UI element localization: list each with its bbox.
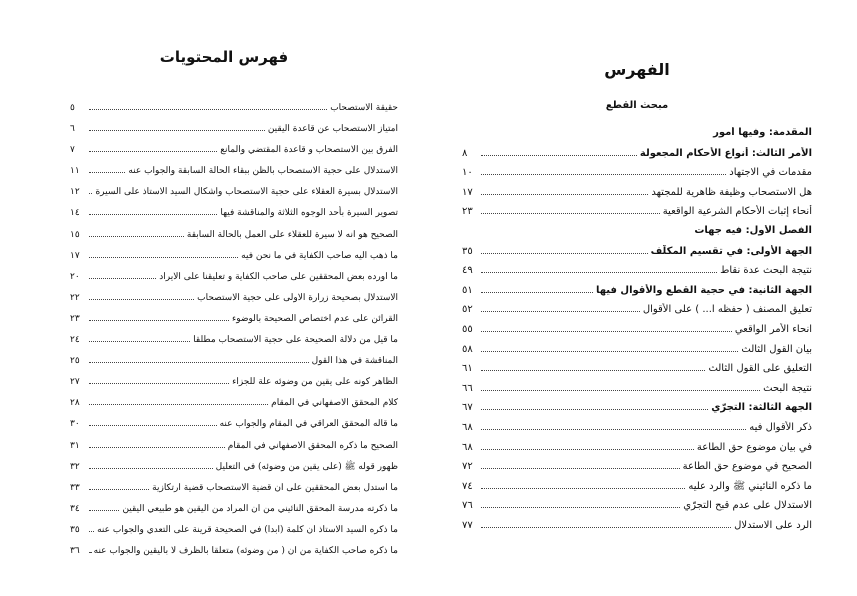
toc-entry — [70, 417, 398, 438]
dot-leader — [481, 303, 640, 312]
toc-entry-page: ٣٠ — [70, 419, 80, 430]
toc-entry-page: ١٢ — [70, 187, 80, 198]
toc-entry-title: الفرق بين الاستصحاب و قاعدة المقتضي والمانع — [220, 145, 398, 156]
toc-entry-title: انحاء الأمر الواقعي — [734, 323, 812, 335]
toc-entry-page: ٢٠ — [70, 271, 80, 282]
toc-entry — [70, 249, 398, 270]
toc-entry-page: ١٤ — [70, 208, 80, 219]
toc-entry-page: ٤٩ — [462, 265, 473, 277]
toc-entry — [462, 382, 812, 402]
toc-entry — [462, 421, 812, 441]
toc-entry — [462, 460, 812, 480]
toc-entry — [462, 343, 812, 363]
toc-entry-page: ٥ — [70, 103, 75, 113]
toc-entry — [462, 245, 812, 265]
toc-entry-page: ١١ — [70, 166, 80, 177]
toc-entry — [70, 206, 398, 227]
toc-entry — [462, 401, 812, 421]
dot-leader — [89, 544, 91, 553]
toc-entry — [70, 164, 398, 185]
toc-entry — [462, 205, 812, 225]
toc-entry — [462, 362, 812, 382]
dot-leader — [481, 205, 660, 214]
dot-leader — [481, 147, 637, 156]
toc-entry-title: القرائن على عدم اختصاص الصحيحة بالوضوء — [231, 313, 398, 324]
dot-leader — [481, 245, 648, 254]
section-subtitle: مبحث القطع — [605, 100, 669, 111]
toc-entry — [70, 354, 398, 375]
toc-entry — [462, 323, 812, 343]
dot-leader — [481, 499, 680, 508]
dot-leader — [481, 421, 746, 430]
contents-list — [70, 101, 398, 565]
toc-entry-page: ٥٥ — [462, 323, 473, 335]
dot-leader — [481, 519, 731, 528]
toc-entry-page: ٦٧ — [462, 402, 473, 414]
toc-entry-page: ٣٢ — [70, 461, 80, 472]
toc-entry — [70, 122, 398, 143]
dot-leader — [89, 249, 238, 258]
toc-entry-title: ما ذكره السيد الاستاذ ان كلمة (ابدا) في الصحيحة قرينة على التعدي والجواب عنه — [97, 524, 398, 535]
toc-entry-page: ٢٣ — [70, 313, 80, 324]
toc-entry-title: المناقشة في هذا القول — [311, 356, 398, 367]
toc-entry-page: ٥١ — [462, 284, 473, 296]
index-title: الفهرس — [604, 60, 670, 79]
toc-entry-title: أنحاء إثبات الأحكام الشرعية الواقعية — [662, 206, 812, 218]
toc-entry-page: ٦١ — [462, 363, 473, 375]
toc-entry-page: ١٠ — [462, 167, 473, 179]
dot-leader — [481, 323, 732, 332]
toc-entry-page: ٢٤ — [70, 335, 80, 346]
toc-entry-page: ٧٧ — [462, 519, 473, 531]
dot-leader — [89, 228, 184, 237]
dot-leader — [481, 343, 738, 352]
toc-entry-title: نتيجة البحث — [763, 382, 812, 394]
dot-leader — [89, 291, 194, 300]
toc-entry-title: ما ذكره صاحب الكفاية من ان ( من وضوئه) متعلقا بالظرف لا باليقين والجواب عنه — [93, 545, 398, 556]
dot-leader — [89, 164, 125, 173]
toc-entry — [70, 291, 398, 312]
toc-entry — [462, 284, 812, 304]
toc-entry-title: الأمر الثالث: أنواع الأحكام المجعولة — [639, 147, 812, 159]
toc-entry-title: ما قيل من دلالة الصحيحة على حجية الاستصحاب مطلقا — [193, 335, 398, 346]
toc-entry-title: الفصل الأول: فيه جهات — [694, 224, 812, 236]
toc-entry-page: ٢٧ — [70, 377, 80, 388]
toc-entry-title: ما ذكرته مدرسة المحقق النائيني من ان المراد من اليقين هو طبيعي اليقين — [122, 503, 398, 514]
toc-entry-page: ٣٥ — [462, 245, 473, 257]
toc-entry-page: ٣٦ — [70, 545, 80, 556]
toc-entry-title: تعليق المصنف ( حفظه ا... ) على الأقوال — [642, 304, 812, 316]
toc-entry — [70, 460, 398, 481]
toc-entry-title: الاستدلال على حجية الاستصحاب بالظن ببقاء الحالة السابقة والجواب عنه — [128, 166, 398, 177]
dot-leader — [89, 502, 119, 511]
toc-entry-title: الاستدلال بسيرة العقلاء على حجية الاستصحاب واشكال السيد الاستاذ على السيرة — [95, 187, 398, 198]
toc-entry-title: الصحيح ما ذكره المحقق الاصفهاني في المقام — [227, 440, 398, 451]
toc-entry-page: ٦٨ — [462, 441, 473, 453]
toc-entry-page: ٣٤ — [70, 503, 80, 514]
toc-entry — [70, 396, 398, 417]
toc-entry — [462, 186, 812, 206]
dot-leader — [89, 481, 149, 490]
toc-entry-title: ظهور قوله ﷺ (على يقين من وضوئه) في التعليل — [215, 461, 398, 472]
toc-entry-page: ٢٥ — [70, 356, 80, 367]
toc-entry-page: ٧ — [70, 145, 75, 156]
dot-leader — [89, 143, 217, 152]
toc-entry-page: ١٥ — [70, 229, 80, 240]
toc-entry-title: الجهة الثانية: في حجية القطع والأقوال فيها — [595, 284, 812, 296]
toc-entry-page: ٧٤ — [462, 480, 473, 492]
dot-leader — [481, 441, 694, 450]
dot-leader — [481, 166, 726, 175]
toc-entry — [70, 544, 398, 565]
toc-entry-page: ١٧ — [462, 186, 473, 198]
dot-leader — [89, 185, 92, 194]
dot-leader — [481, 382, 760, 391]
toc-entry-page: ٣٣ — [70, 482, 80, 493]
toc-entry-title: ما ذهب اليه صاحب الكفاية في ما نحن فيه — [241, 250, 398, 261]
toc-entry — [462, 264, 812, 284]
toc-entry-title: الرد على الاستدلال — [734, 519, 812, 531]
dot-leader — [89, 460, 213, 469]
toc-entry — [70, 375, 398, 396]
toc-entry-title: الصحيح في موضوع حق الطاعة — [682, 461, 812, 473]
toc-entry-title: كلام المحقق الاصفهاني في المقام — [271, 398, 398, 409]
toc-entry-title: مقدمات في الاجتهاد — [729, 167, 812, 179]
toc-entry-page: ٢٢ — [70, 292, 80, 303]
toc-entry-page: ٧٦ — [462, 500, 473, 512]
dot-leader — [89, 523, 94, 532]
toc-entry — [70, 481, 398, 502]
dot-leader — [89, 396, 268, 405]
toc-entry — [70, 312, 398, 333]
toc-entry — [462, 166, 812, 186]
toc-entry — [70, 228, 398, 249]
toc-entry — [462, 441, 812, 461]
toc-entry — [462, 147, 812, 167]
dot-leader — [481, 480, 685, 489]
toc-entry — [70, 523, 398, 544]
toc-entry-page: ٦٨ — [462, 421, 473, 433]
toc-entry — [462, 480, 812, 500]
toc-entry-page: ٢٨ — [70, 398, 80, 409]
toc-entry-title: ما ذكره النائيني ﷺ والرد عليه — [688, 480, 812, 492]
toc-entry-title: الصحيح هو انه لا سيرة للعقلاء على العمل بالحالة السابقة — [186, 229, 398, 240]
toc-entry — [70, 143, 398, 164]
toc-entry — [462, 127, 812, 147]
toc-entry-page: ٢٣ — [462, 206, 473, 218]
dot-leader — [89, 122, 265, 131]
toc-entry-title: حقيقة الاستصحاب — [330, 103, 398, 113]
toc-entry-page: ٥٨ — [462, 343, 473, 355]
dot-leader — [89, 417, 217, 426]
index-list — [462, 127, 812, 538]
dot-leader — [481, 362, 705, 371]
toc-entry — [462, 303, 812, 323]
dot-leader — [89, 375, 229, 384]
toc-entry-page: ٣١ — [70, 440, 80, 451]
toc-entry-title: المقدمة: وفيها أمور — [713, 127, 812, 138]
toc-entry-title: الاستدلال بصحيحة زرارة الاولى على حجية الاستصحاب — [197, 292, 398, 303]
dot-leader — [481, 284, 593, 293]
toc-entry-page: ٦ — [70, 124, 75, 135]
dot-leader — [89, 312, 229, 321]
toc-entry-title: بيان القول الثالث — [741, 343, 812, 355]
toc-entry-title: الجهة الثالثة: التجرّي — [711, 402, 812, 414]
toc-entry-title: ما استدل بعض المحققين على ان قضية الاستصحاب قضية ارتكازية — [152, 482, 398, 493]
toc-entry — [70, 333, 398, 354]
toc-entry-title: نتيجة البحث عدة نقاط — [720, 265, 812, 277]
dot-leader — [481, 186, 648, 195]
toc-entry — [462, 519, 812, 539]
dot-leader — [481, 401, 708, 410]
dot-leader — [89, 101, 327, 110]
toc-entry-title: امتياز الاستصحاب عن قاعدة اليقين — [267, 124, 398, 135]
toc-entry-title: تصوير السيرة بأحد الوجوه الثلاثة والمناقشة فيها — [220, 208, 398, 219]
dot-leader — [481, 264, 717, 273]
toc-entry-title: ذكر الأقوال فيه — [749, 421, 812, 433]
toc-entry — [70, 101, 398, 122]
toc-entry-page: ٣٥ — [70, 524, 80, 535]
dot-leader — [481, 460, 680, 469]
dot-leader — [89, 439, 225, 448]
dot-leader — [89, 354, 309, 363]
toc-entry — [70, 502, 398, 523]
toc-entry — [70, 439, 398, 460]
toc-entry — [70, 270, 398, 291]
toc-entry — [462, 225, 812, 245]
dot-leader — [89, 206, 217, 215]
toc-entry — [462, 499, 812, 519]
toc-entry-title: الاستدلال على عدم قبح التجرّي — [683, 500, 812, 512]
toc-entry-title: الجهة الأولى: في تقسيم المكلّف — [650, 245, 812, 257]
toc-entry-title: في بيان موضوع حق الطاعة — [696, 441, 812, 453]
toc-entry-title: ما اورده بعض المحققين على صاحب الكفاية و تعليقنا على الايراد — [159, 271, 398, 282]
toc-entry-page: ٥٢ — [462, 304, 473, 316]
toc-entry-page: ٧٢ — [462, 461, 473, 473]
toc-entry-page: ٨ — [462, 147, 468, 159]
toc-entry-title: ما قاله المحقق العراقي في المقام والجواب عنه — [219, 419, 398, 430]
toc-entry-title: الظاهر كونه على يقين من وضوئه علة للجزاء — [232, 377, 398, 388]
dot-leader — [89, 270, 156, 279]
toc-entry-page: ١٧ — [70, 250, 80, 261]
dot-leader — [89, 333, 190, 342]
toc-entry-title: هل الاستصحاب وظيفة ظاهرية للمجتهد — [651, 186, 812, 198]
toc-entry-page: ٦٦ — [462, 382, 473, 394]
toc-entry — [70, 185, 398, 206]
contents-title: فهرس المحتويات — [159, 48, 289, 66]
toc-entry-title: التعليق على القول الثالث — [708, 363, 812, 375]
